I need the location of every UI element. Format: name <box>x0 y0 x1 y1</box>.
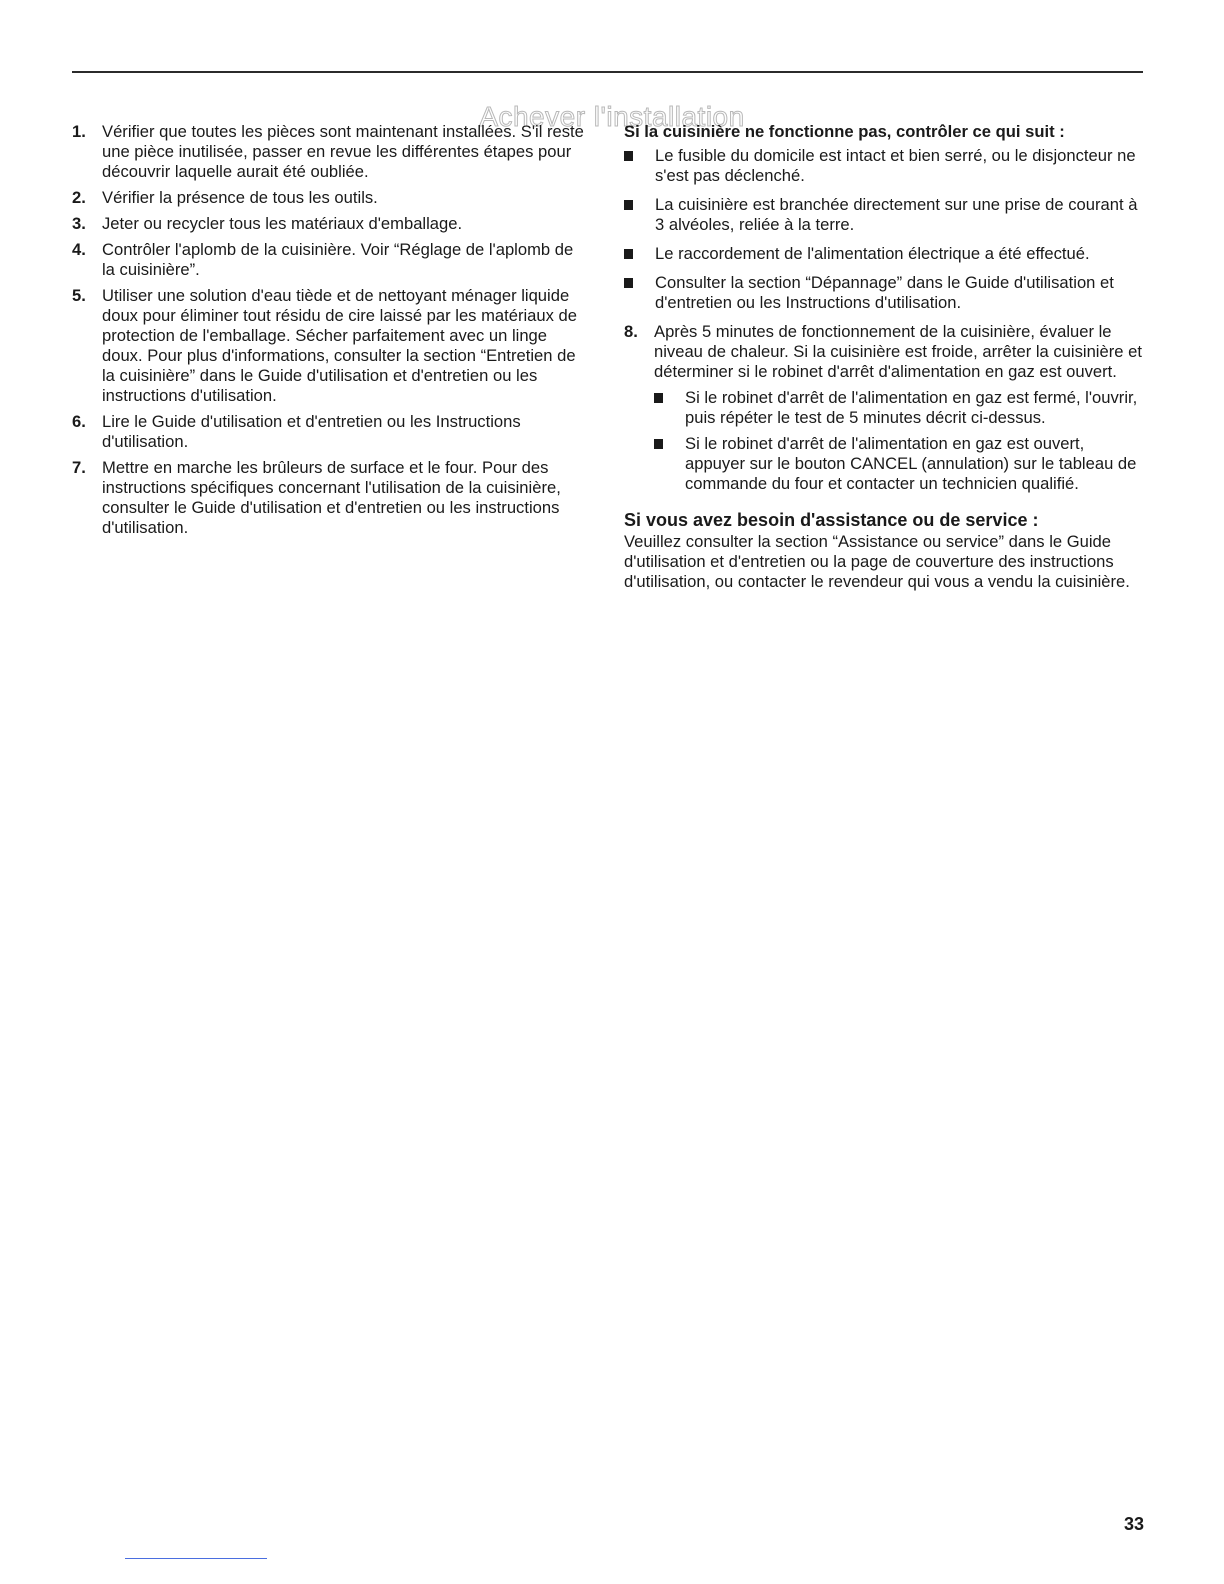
step-text: Utiliser une solution d'eau tiède et de nettoyant ménager liquide doux pour éliminer tout résidu de cire laissé par les matériaux de protection de l'emballage. Sécher parfaitement avec un linge doux. Pour plus d'informations, consulter la section “Entretien de la cuisinière” dans le Guide d'utilisation et d'entretien ou les instructions d'utilisation. <box>102 286 578 405</box>
sub-list <box>654 388 1146 494</box>
square-bullet-icon <box>654 439 663 449</box>
step8-list <box>624 322 1146 494</box>
page-number: 33 <box>1123 1514 1144 1534</box>
check-text: Consulter la section “Dépannage” dans le Guide d'utilisation et d'entretien ou les Instructions d'utilisation. <box>655 273 1114 312</box>
list-item <box>72 458 587 538</box>
step-text: Vérifier que toutes les pièces sont maintenant installées. S'il reste une pièce inutilisée, passer en revue les différentes étapes pour découvrir laquelle aurait été oubliée. <box>102 122 584 181</box>
step-number: 5. <box>72 286 86 305</box>
right-column <box>624 122 1146 592</box>
service-text: Veuillez consulter la section “Assistance ou service” dans le Guide d'utilisation et d'entretien ou la page de couverture des instructions d'utilisation, ou contacter le revendeur qui vous a vendu la cuisinière. <box>624 532 1130 591</box>
step-number: 7. <box>72 458 86 477</box>
step-text: Contrôler l'aplomb de la cuisinière. Voir “Réglage de l'aplomb de la cuisinière”. <box>102 240 574 279</box>
square-bullet-icon <box>654 393 663 403</box>
step-text: Mettre en marche les brûleurs de surface et le four. Pour des instructions spécifiques concernant l'utilisation de la cuisinière, consulter le Guide d'utilisation et d'entretien ou les instructions d'utilisation. <box>102 458 561 537</box>
square-bullet-icon <box>624 249 633 259</box>
list-item <box>624 322 1146 494</box>
step-number: 4. <box>72 240 86 259</box>
list-item <box>72 240 587 280</box>
left-column <box>72 122 587 544</box>
list-item <box>624 244 1146 264</box>
square-bullet-icon <box>624 151 633 161</box>
step-number: 3. <box>72 214 86 233</box>
step-number: 2. <box>72 188 86 207</box>
footer-link-underline <box>125 1558 267 1559</box>
list-item <box>72 412 587 452</box>
list-item <box>72 286 587 406</box>
step-text: Après 5 minutes de fonctionnement de la cuisinière, évaluer le niveau de chaleur. Si la cuisinière est froide, arrêter la cuisinière et déterminer si le robinet d'arrêt d'alimentation en gaz est ouvert. <box>654 322 1142 381</box>
list-item <box>654 434 1146 494</box>
step-number: 1. <box>72 122 86 141</box>
check-text: Le raccordement de l'alimentation électrique a été effectué. <box>655 244 1090 263</box>
list-item <box>72 122 587 182</box>
service-heading: Si vous avez besoin d'assistance ou de service : <box>624 510 1039 530</box>
square-bullet-icon <box>624 278 633 288</box>
list-item <box>624 273 1146 313</box>
check-text: La cuisinière est branchée directement sur une prise de courant à 3 alvéoles, reliée à la terre. <box>655 195 1138 234</box>
step-text: Jeter ou recycler tous les matériaux d'emballage. <box>102 214 463 233</box>
step-number: 8. <box>624 322 638 341</box>
step-text: Vérifier la présence de tous les outils. <box>102 188 378 207</box>
square-bullet-icon <box>624 200 633 210</box>
header-rule <box>72 71 1143 73</box>
checks-list <box>624 146 1146 313</box>
list-item <box>624 195 1146 235</box>
page-title: Achever l'installation <box>479 100 745 132</box>
check-text: Le fusible du domicile est intact et bien serré, ou le disjoncteur ne s'est pas déclenché. <box>655 146 1136 185</box>
steps-list <box>72 122 587 538</box>
list-item <box>654 388 1146 428</box>
list-item <box>624 146 1146 186</box>
list-item <box>72 214 587 234</box>
check-heading: Si la cuisinière ne fonctionne pas, contrôler ce qui suit : <box>624 122 1065 141</box>
step-number: 6. <box>72 412 86 431</box>
list-item <box>72 188 587 208</box>
sub-text: Si le robinet d'arrêt de l'alimentation en gaz est ouvert, appuyer sur le bouton CANCEL (annulation) sur le tableau de commande du four et contacter un technicien qualifié. <box>685 434 1137 493</box>
step-text: Lire le Guide d'utilisation et d'entretien ou les Instructions d'utilisation. <box>102 412 521 451</box>
sub-text: Si le robinet d'arrêt de l'alimentation en gaz est fermé, l'ouvrir, puis répéter le test de 5 minutes décrit ci-dessus. <box>685 388 1138 427</box>
